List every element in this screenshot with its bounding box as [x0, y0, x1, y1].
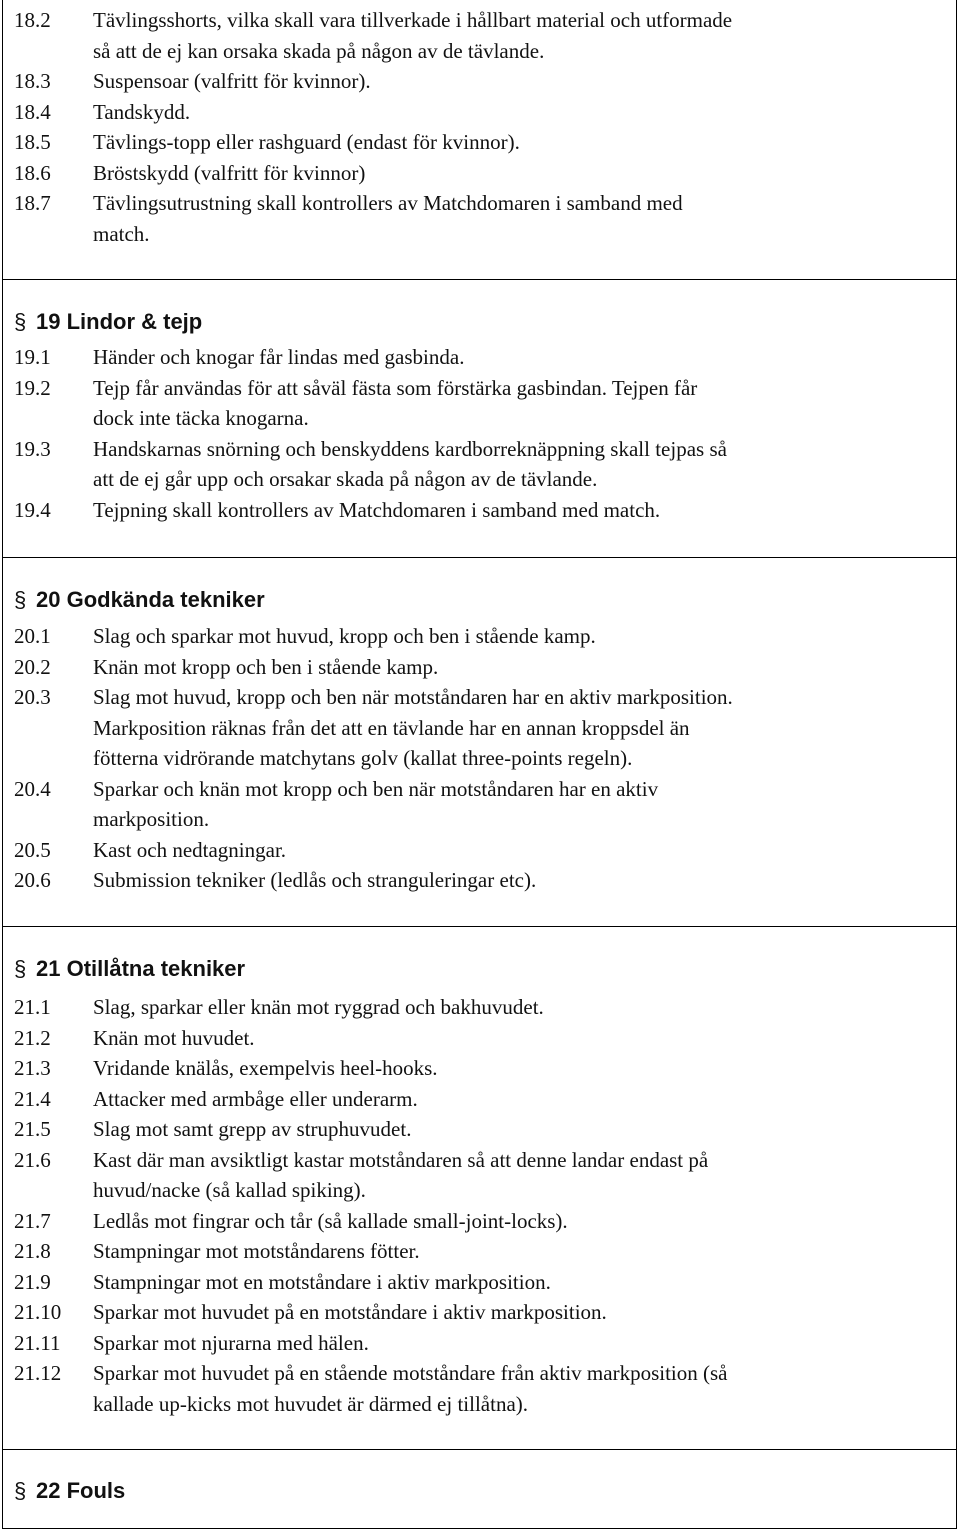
item-text: [93, 1053, 438, 1084]
list-item: [14, 97, 944, 128]
item-text: [93, 1328, 369, 1359]
item-number: 18.6: [14, 160, 51, 185]
item-text-line: markposition.: [93, 807, 210, 831]
item-text-line: så att de ej kan orsaka skada på någon av de tävlande.: [93, 38, 545, 63]
item-number: 21.6: [14, 1147, 51, 1172]
item-text: [93, 66, 371, 97]
item-number: 21.8: [14, 1239, 51, 1263]
item-text-line: Kast där man avsiktligt kastar motståndaren så att denne landar endast på: [93, 1147, 709, 1172]
list-item: [14, 495, 944, 526]
item-text: [93, 342, 464, 373]
list-item: [14, 992, 944, 1023]
item-text-line: Markposition räknas från det att en tävlande har en annan kroppsdel än: [93, 715, 690, 740]
section-title: 19 Lindor & tejp: [36, 309, 203, 334]
item-text: [93, 97, 190, 128]
item-text: [93, 835, 286, 866]
section-symbol-icon: §: [14, 1478, 27, 1503]
item-text-line: Vridande knälås, exempelvis heel-hooks.: [93, 1056, 438, 1080]
item-text-line: Sparkar mot huvudet på en motståndare i aktiv markposition.: [93, 1300, 607, 1324]
item-text-line: Sparkar och knän mot kropp och ben när motståndaren har en aktiv: [93, 776, 659, 801]
item-number: 18.4: [14, 99, 51, 124]
item-text: [93, 865, 536, 896]
item-text-line: Tävlings-topp eller rashguard (endast för kvinnor).: [93, 130, 520, 154]
section-symbol-icon: §: [14, 956, 27, 981]
item-text-line: Sparkar mot huvudet på en stående motståndare från aktiv markposition (så: [93, 1361, 728, 1385]
item-text-line: Slag, sparkar eller knän mot ryggrad och bakhuvudet.: [93, 995, 544, 1019]
item-text: [93, 158, 365, 189]
list-item: [14, 1297, 944, 1328]
item-text-line: Händer och knogar får lindas med gasbinda.: [93, 345, 465, 369]
list-item: [14, 1206, 944, 1237]
item-text: [93, 1236, 420, 1267]
list-item: [14, 188, 944, 249]
item-number: 20.6: [14, 868, 51, 892]
item-number: 21.9: [14, 1269, 51, 1294]
item-text: [93, 495, 660, 526]
list-item: [14, 865, 944, 896]
item-text: [93, 992, 544, 1023]
item-text-line: Handskarnas snörning och benskyddens kardborreknäppning skall tejpas så: [93, 436, 727, 461]
item-number: 18.5: [14, 130, 51, 154]
item-text: [93, 434, 727, 495]
item-text-line: Tävlingsutrustning skall kontrollers av Matchdomaren i samband med: [93, 191, 683, 215]
item-text-line: Knän mot kropp och ben i stående kamp.: [93, 654, 439, 679]
item-text-line: Attacker med armbåge eller underarm.: [93, 1086, 418, 1111]
item-number: 21.7: [14, 1208, 51, 1233]
list-item: [14, 1328, 944, 1359]
item-number: 20.5: [14, 837, 51, 862]
item-number: 19.1: [14, 345, 51, 369]
item-number: 21.1: [14, 995, 51, 1019]
item-text-line: Slag och sparkar mot huvud, kropp och ben i stående kamp.: [93, 624, 596, 648]
item-text-line: Tejpning skall kontrollers av Matchdomaren i samband med match.: [93, 497, 661, 522]
item-number: 19.3: [14, 436, 51, 461]
item-text: [93, 1358, 727, 1419]
item-number: 18.3: [14, 69, 51, 93]
list-item: [14, 1023, 944, 1054]
section-title: 22 Fouls: [36, 1478, 126, 1503]
item-text-line: Tejp får användas för att såväl fästa som förstärka gasbindan. Tejpen får: [93, 375, 698, 400]
item-number: 21.12: [14, 1361, 62, 1385]
list-item: [14, 1236, 944, 1267]
list-item: [14, 373, 944, 434]
item-text-line: Stampningar mot en motståndare i aktiv markposition.: [93, 1269, 551, 1294]
list-item: [14, 1084, 944, 1115]
item-text-line: Ledlås mot fingrar och tår (så kallade small-joint-locks).: [93, 1208, 568, 1233]
item-text-line: Stampningar mot motståndarens fötter.: [93, 1239, 420, 1263]
list-item: [14, 158, 944, 189]
item-text-line: Kast och nedtagningar.: [93, 837, 287, 862]
section-title: 21 Otillåtna tekniker: [36, 956, 246, 981]
item-text: [93, 1145, 708, 1206]
item-number: 21.5: [14, 1117, 51, 1141]
item-text-line: Slag mot huvud, kropp och ben när motståndaren har en aktiv markposition.: [93, 685, 733, 709]
item-text-line: Tävlingsshorts, vilka skall vara tillverkade i hållbart material och utformade: [93, 8, 733, 32]
list-item: [14, 1358, 944, 1419]
list-item: [14, 5, 944, 66]
list-item: [14, 835, 944, 866]
item-text-line: att de ej går upp och orsakar skada på någon av de tävlande.: [93, 467, 598, 491]
item-text-line: fötterna vidrörande matchytans golv (kallat three-points regeln).: [93, 746, 633, 770]
item-number: 20.4: [14, 776, 51, 801]
section-symbol-icon: §: [14, 587, 27, 612]
item-number: 21.3: [14, 1056, 51, 1080]
item-text: [93, 1206, 568, 1237]
list-item: [14, 434, 944, 495]
item-text: [93, 373, 697, 434]
list-item: [14, 774, 944, 835]
list-item: [14, 682, 944, 774]
item-number: 18.2: [14, 8, 51, 32]
section-heading-20: [14, 586, 265, 614]
item-text-line: Tandskydd.: [93, 99, 191, 124]
item-text: [93, 1084, 418, 1115]
list-item: [14, 342, 944, 373]
item-number: 19.4: [14, 497, 51, 522]
item-text-line: Knän mot huvudet.: [93, 1025, 255, 1050]
item-number: 18.7: [14, 191, 51, 215]
item-text: [93, 127, 520, 158]
item-text: [93, 1267, 551, 1298]
item-number: 21.10: [14, 1300, 62, 1324]
item-text-line: huvud/nacke (så kallad spiking).: [93, 1178, 366, 1202]
item-number: 21.2: [14, 1025, 51, 1050]
item-text: [93, 1023, 255, 1054]
section-title: 20 Godkända tekniker: [36, 587, 265, 612]
list-item: [14, 652, 944, 683]
item-number: 20.2: [14, 654, 51, 679]
item-text: [93, 682, 733, 774]
item-text: [93, 774, 658, 835]
item-number: 19.2: [14, 375, 51, 400]
item-text-line: Suspensoar (valfritt för kvinnor).: [93, 69, 371, 93]
section-heading-22: [14, 1477, 125, 1505]
section-symbol-icon: §: [14, 309, 27, 334]
section-box-22: [2, 1449, 957, 1529]
list-item: [14, 1053, 944, 1084]
item-text: [93, 1114, 411, 1145]
item-text-line: kallade up-kicks mot huvudet är därmed ej tillåtna).: [93, 1391, 529, 1416]
item-text: [93, 5, 732, 66]
list-item: [14, 127, 944, 158]
section-heading-19: [14, 308, 202, 336]
item-number: 21.11: [14, 1330, 61, 1355]
item-number: 21.4: [14, 1086, 51, 1111]
item-text-line: Sparkar mot njurarna med hälen.: [93, 1330, 369, 1355]
section-heading-21: [14, 955, 245, 983]
item-number: 20.3: [14, 685, 51, 709]
item-number: 20.1: [14, 624, 51, 648]
list-item: [14, 1145, 944, 1206]
list-item: [14, 1114, 944, 1145]
list-item: [14, 1267, 944, 1298]
list-item: [14, 66, 944, 97]
list-item: [14, 621, 944, 652]
item-text: [93, 188, 683, 249]
item-text-line: match.: [93, 221, 150, 246]
item-text-line: Slag mot samt grepp av struphuvudet.: [93, 1117, 412, 1141]
item-text-line: dock inte täcka knogarna.: [93, 406, 309, 430]
item-text: [93, 652, 438, 683]
item-text: [93, 621, 596, 652]
item-text-line: Bröstskydd (valfritt för kvinnor): [93, 160, 366, 185]
item-text-line: Submission tekniker (ledlås och stranguleringar etc).: [93, 868, 537, 892]
item-text: [93, 1297, 607, 1328]
